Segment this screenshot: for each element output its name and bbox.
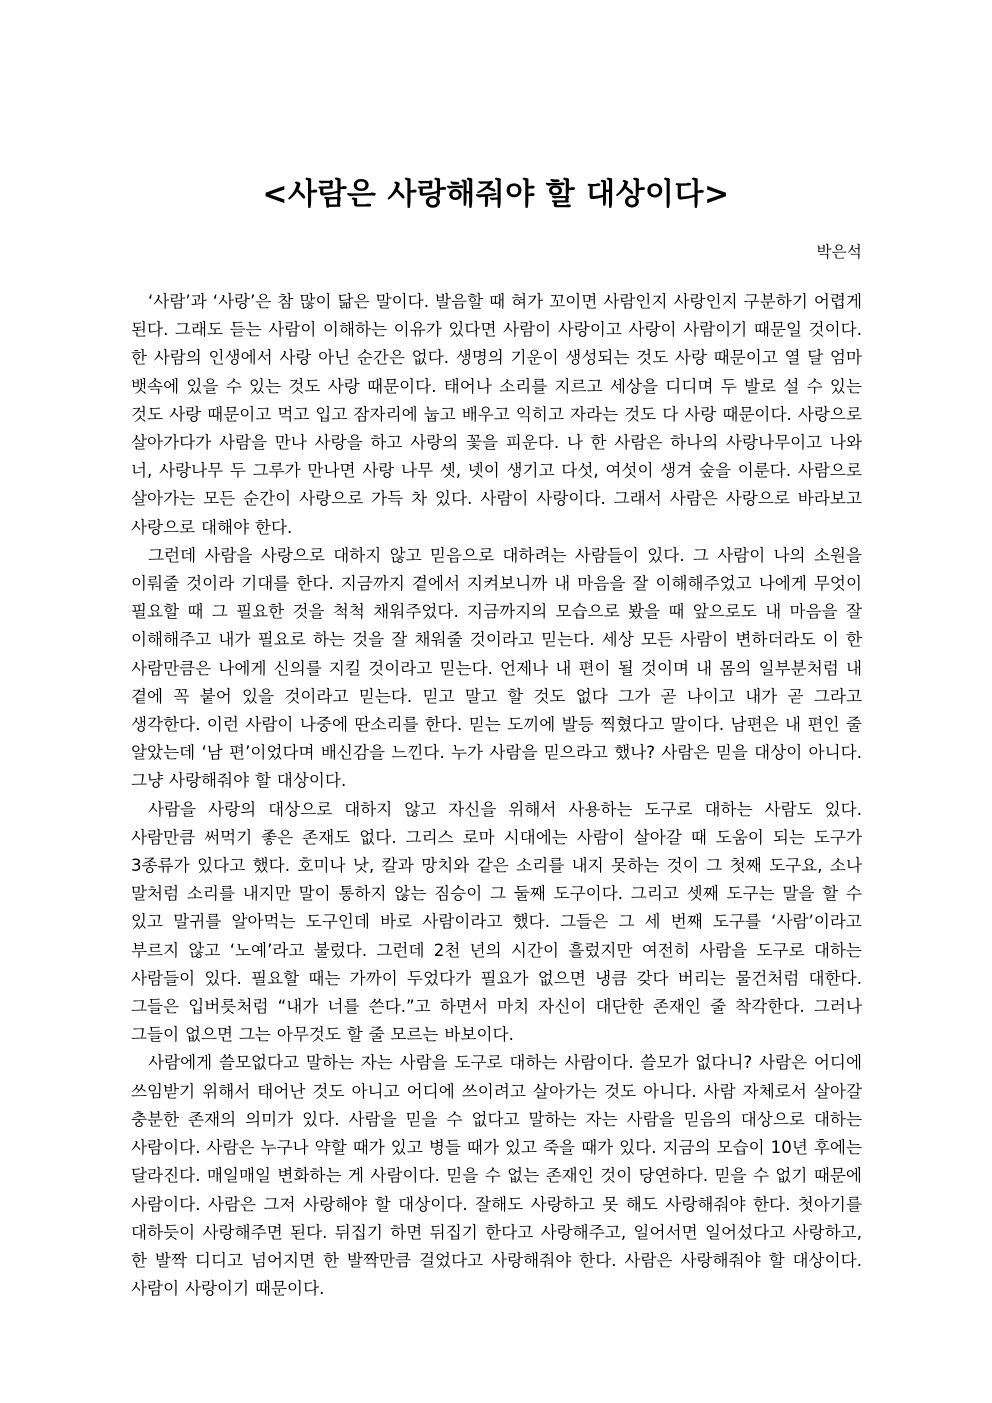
paragraph-3: 사람을 사랑의 대상으로 대하지 않고 자신을 위해서 사용하는 도구로 대하는 사람도 있다. 사람만큼 써먹기 좋은 존재도 없다. 그리스 로마 시대에는 사람이 살아갈 때 도움이 되는 도구가 3종류가 있다고 했다. 호미나 낫, 칼과 망치와 같은 소리를 내지 못하는 것이 그 첫째 도구요, 소나 말처럼 소리를 내지만 말이 통하지 않는 짐승이 그 둘째 도구이다. 그리고 셋째 도구는 말을 할 수 있고 말귀를 알아먹는 도구인데 바로 사람이라고 했다. 그들은 그 세 번째 도구를 ‘사람’이라고 부르지 않고 ‘노예’라고 불렀다. 그런데 2천 년의 시간이 흘렀지만 여전히 사람을 도구로 대하는 사람들이 있다. 필요할 때는 가까이 두었다가 필요가 없으면 냉큼 갖다 버리는 물건처럼 대한다. 그들은 입버릇처럼 “내가 너를 쓴다.”고 하면서 마치 자신이 대단한 존재인 줄 착각한다. 그러나 그들이 없으면 그는 아무것도 할 줄 모르는 바보이다. (131, 799, 862, 1045)
paragraph-2: 그런데 사람을 사랑으로 대하지 않고 믿음으로 대하려는 사람들이 있다. 그 사람이 나의 소원을 이뤄줄 것이라 기대를 한다. 지금까지 곁에서 지켜보니까 내 마음을 잘 이해해주었고 나에게 무엇이 필요할 때 그 필요한 것을 척척 채워주었다. 지금까지의 모습으로 봤을 때 앞으로도 내 마음을 잘 이해해주고 내가 필요로 하는 것을 잘 채워줄 것이라고 믿는다. 세상 모든 사람이 변하더라도 이 한 사람만큼은 나에게 신의를 지킬 것이라고 믿는다. 언제나 내 편이 될 것이며 내 몸의 일부분처럼 내 곁에 꼭 붙어 있을 것이라고 믿는다. 믿고 말고 할 것도 없다 그가 곧 나이고 내가 곧 그라고 생각한다. 이런 사람이 나중에 딴소리를 한다. 믿는 도끼에 발등 찍혔다고 말이다. 남편은 내 편인 줄 알았는데 ‘남 편’이었다며 배신감을 느낀다. 누가 사람을 믿으라고 했나? 사람은 믿을 대상이 아니다. 그냥 사랑해줘야 할 대상이다. (131, 545, 862, 791)
paragraph-1: ‘사람’과 ‘사랑’은 참 많이 닮은 말이다. 발음할 때 혀가 꼬이면 사람인지 사랑인지 구분하기 어렵게 된다. 그래도 듣는 사람이 이해하는 이유가 있다면 사람이 사랑이고 사랑이 사람이기 때문일 것이다. 한 사람의 인생에서 사랑 아닌 순간은 없다. 생명의 기운이 생성되는 것도 사랑 때문이고 열 달 엄마 뱃속에 있을 수 있는 것도 사랑 때문이다. 태어나 소리를 지르고 세상을 디디며 두 발로 설 수 있는 것도 사랑 때문이고 먹고 입고 잠자리에 눕고 배우고 익히고 자라는 것도 다 사랑 때문이다. 사랑으로 살아가다가 사람을 만나 사랑을 하고 사랑의 꽃을 피운다. 나 한 사람은 하나의 사랑나무이고 나와 너, 사랑나무 두 그루가 만나면 사랑 나무 셋, 넷이 생기고 다섯, 여섯이 생겨 숲을 이룬다. 사람으로 살아가는 모든 순간이 사랑으로 가득 차 있다. 사람이 사랑이다. 그래서 사람은 사랑으로 바라보고 사랑으로 대해야 한다. (131, 292, 862, 537)
paragraph-4: 사람에게 쓸모없다고 말하는 자는 사람을 도구로 대하는 사람이다. 쓸모가 없다니? 사람은 어디에 쓰임받기 위해서 태어난 것도 아니고 어디에 쓰이려고 살아가는 것도 아니다. 사람 자체로서 살아갈 충분한 존재의 의미가 있다. 사람을 믿을 수 없다고 말하는 자는 사람을 믿음의 대상으로 대하는 사람이다. 사람은 누구나 약할 때가 있고 병들 때가 있고 죽을 때가 있다. 지금의 모습이 10년 후에는 달라진다. 매일매일 변화하는 게 사람이다. 믿을 수 없는 존재인 것이 당연하다. 믿을 수 없기 때문에 사람이다. 사람은 그저 사랑해야 할 대상이다. 잘해도 사랑하고 못 해도 사랑해줘야 한다. 첫아기를 대하듯이 사랑해주면 된다. 뒤집기 하면 뒤집기 한다고 사랑해주고, 일어서면 일어섰다고 사랑하고, 한 발짝 디디고 넘어지면 한 발짝만큼 걸었다고 사랑해줘야 한다. 사람은 사랑해줘야 할 대상이다. 사람이 사랑이기 때문이다. (131, 1053, 862, 1299)
document-body (131, 288, 862, 1303)
page-title: <사람은 사랑해줘야 할 대상이다> (262, 177, 730, 213)
author-byline: 박은석 (816, 243, 862, 261)
